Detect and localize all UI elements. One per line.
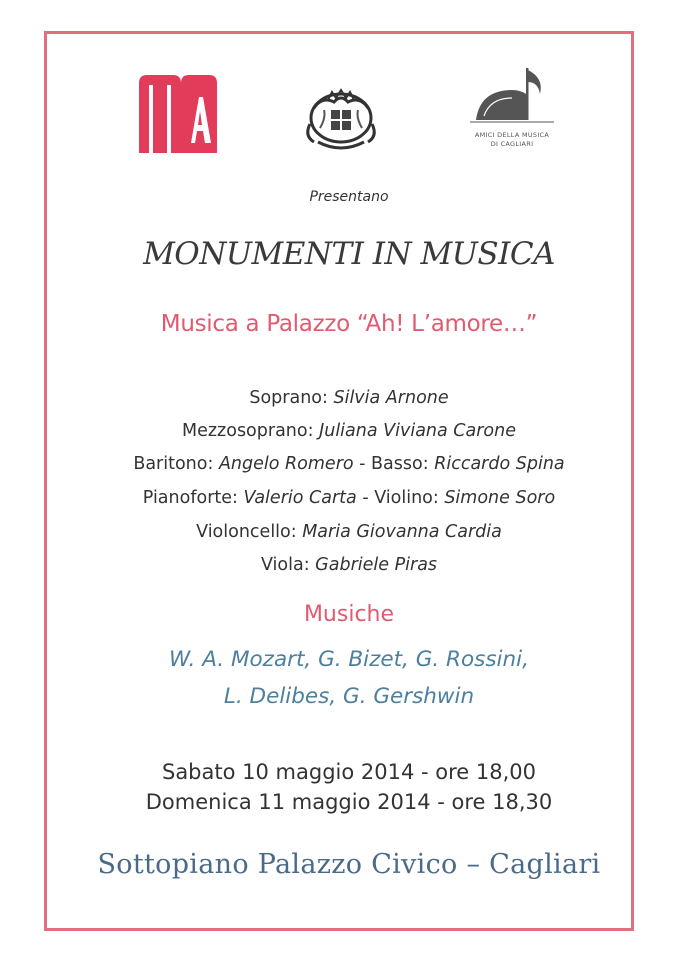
performer-line-soprano <box>0 383 698 413</box>
performer-name: Riccardo Spina <box>434 454 565 474</box>
performer-name: Silvia Arnone <box>333 388 449 408</box>
performer-line-violoncello <box>0 517 698 547</box>
performer-name: Simone Soro <box>444 488 556 508</box>
performer-name: Angelo Romero <box>218 454 354 474</box>
role-label: Violoncello: <box>196 522 303 542</box>
ma-logo <box>137 73 219 153</box>
musiche-heading: Musiche <box>303 602 395 627</box>
performer-line-mezzo <box>0 416 698 446</box>
date-line-1: Sabato 10 maggio 2014 - ore 18,00 <box>161 760 536 784</box>
performer-name: Juliana Viviana Carone <box>319 421 516 441</box>
performer-line-viola <box>0 550 698 580</box>
presentano-label: Presentano <box>309 189 389 205</box>
role-label: Viola: <box>260 555 316 575</box>
performer-line-baritono-basso <box>0 449 698 479</box>
role-label: Mezzosoprano: <box>182 421 320 441</box>
crest-logo <box>300 88 382 154</box>
role-label: - Violino: <box>356 488 445 508</box>
amici-text-line1: AMICI DELLA MUSICA <box>474 131 550 139</box>
performer-line-piano-violino <box>0 483 698 513</box>
role-label: Pianoforte: <box>142 488 244 508</box>
composers-line-2: L. Delibes, G. Gershwin <box>223 684 475 709</box>
role-label: Soprano: <box>249 388 334 408</box>
event-title: MONUMENTI IN MUSICA <box>143 236 555 272</box>
event-subtitle: Musica a Palazzo “Ah! L’amore…” <box>160 311 538 337</box>
performer-name: Valerio Carta <box>243 488 357 508</box>
performer-name: Gabriele Piras <box>315 555 438 575</box>
performer-name: Maria Giovanna Cardia <box>302 522 502 542</box>
amici-logo <box>470 68 554 158</box>
composers-line-1: W. A. Mozart, G. Bizet, G. Rossini, <box>169 647 529 672</box>
date-line-2: Domenica 11 maggio 2014 - ore 18,30 <box>145 790 553 814</box>
role-label: - Basso: <box>353 454 435 474</box>
amici-text-line2: DI CAGLIARI <box>490 140 534 148</box>
venue-text: Sottopiano Palazzo Civico – Cagliari <box>97 849 601 880</box>
role-label: Baritono: <box>133 454 219 474</box>
